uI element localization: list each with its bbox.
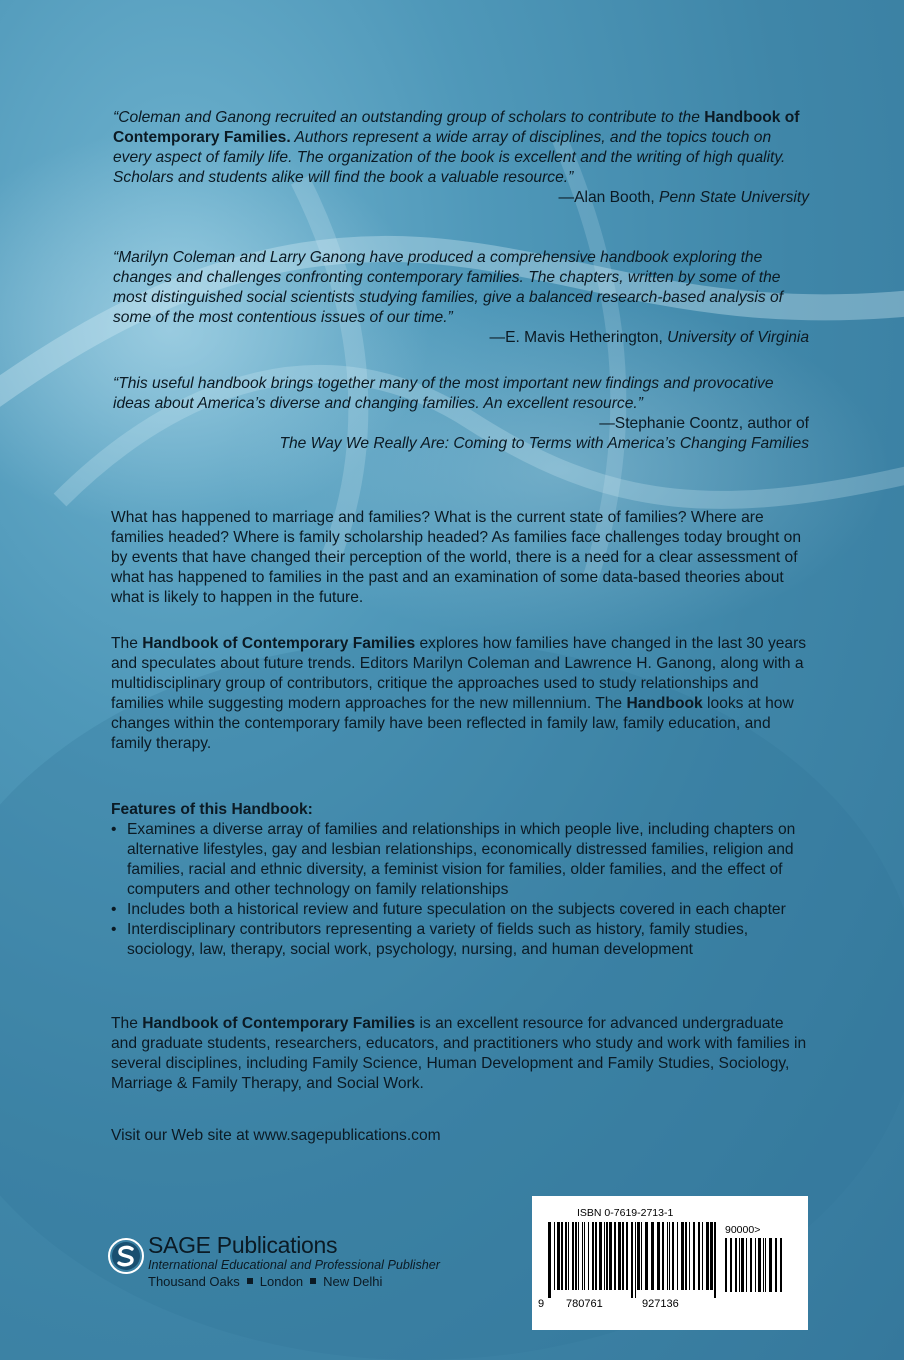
coontz-book-title: The Way We Really Are: Coming to Terms with America’s Changing Families	[279, 435, 809, 452]
quote-coontz	[113, 374, 809, 454]
feature-item: • Includes both a historical review and future speculation on the subjects covered in each chapter	[111, 900, 811, 920]
feature-item: • Examines a diverse array of families and relationships in which people live, including chapters on alternative lifestyles, gay and lesbian relationships, economically distressed families, religion and families, racial and ethnic diversity, a feminist vision for families, older families, and the effect of computers and other technology on family relationships	[111, 820, 811, 900]
publisher-tagline: International Educational and Professional Publisher	[148, 1258, 440, 1272]
quote-booth-text	[113, 108, 809, 188]
city-label: London	[259, 1274, 304, 1289]
isbn-barcode	[532, 1196, 808, 1330]
attribution-name: —E. Mavis Hetherington,	[489, 329, 668, 346]
attribution-name: —Alan Booth,	[558, 189, 660, 206]
city-separator	[310, 1278, 316, 1284]
quote-hetherington-text: “Marilyn Coleman and Larry Ganong have produced a comprehensive handbook exploring the changes and challenges confronting contemporary families. The chapters, written by some of the most distinguished social scientists studying families, give a balanced research-based analysis of some of the most contentious issues of our time.”	[113, 249, 784, 326]
quote-booth-attribution	[113, 188, 809, 208]
quote-hetherington-attribution	[113, 328, 809, 348]
features-section	[111, 800, 811, 960]
features-title: Features of this Handbook:	[111, 801, 313, 818]
audience-text-1: The	[111, 1015, 143, 1032]
feature-item: • Interdisciplinary contributors representing a variety of fields such as history, family studies, sociology, law, therapy, social work, psychology, nursing, and human development	[111, 920, 811, 960]
intro-paragraph: What has happened to marriage and families? What is the current state of families? Where are families headed? Where is family scholarship headed? As families face challenges today brought on by events that have changed their perception of the world, there is a need for a clear assessment of what has happened to families in the past and an examination of some data-based theories about what is likely to happen in the future.	[111, 509, 801, 606]
attribution-affiliation: University of Virginia	[667, 329, 809, 346]
quote-booth	[113, 108, 809, 208]
city-separator	[247, 1278, 253, 1284]
quote-coontz-attribution: —Stephanie Coontz, author of	[599, 415, 809, 432]
barcode-digit-lead: 9	[538, 1298, 545, 1310]
quote-coontz-book	[113, 434, 809, 454]
audience-paragraph	[111, 1014, 811, 1094]
publisher-block	[108, 1232, 508, 1292]
quote-coontz-text: “This useful handbook brings together many of the most important new findings and provocative ideas about America’s diverse and changing families. An excellent resource.”	[113, 375, 774, 412]
quote-hetherington	[113, 248, 809, 348]
isbn-number: ISBN 0-7619-2713-1	[577, 1207, 674, 1219]
ean-barcode-bars	[548, 1222, 718, 1298]
city-label: Thousand Oaks	[148, 1274, 240, 1289]
description-paragraph	[111, 634, 811, 754]
price-code: 90000>	[725, 1224, 761, 1236]
addon-barcode-bars	[725, 1238, 787, 1300]
desc-text-3: looks at how changes within the contemporary family have been reflected in family law, family education, and family therapy.	[111, 695, 794, 752]
publisher-name: SAGE Publications	[148, 1232, 338, 1258]
audience-book-title: Handbook of Contemporary Families	[142, 1015, 416, 1032]
barcode-digit-group2: 927136	[642, 1298, 679, 1310]
quote-booth-text-pre: “Coleman and Ganong recruited an outstanding group of scholars to contribute to the	[113, 109, 705, 126]
website-line: Visit our Web site at www.sagepublications.com	[111, 1127, 441, 1144]
sage-s-logo-icon	[108, 1238, 144, 1274]
features-list	[111, 820, 811, 960]
desc-book-title: Handbook of Contemporary Families	[142, 635, 416, 652]
desc-text-2: explores how families have changed in the last 30 years and speculates about future trends. Editors Marilyn Coleman and Lawrence H. Ganong, along with a multidisciplinary group of contributors, critique the approaches used to study relationships and families while suggesting modern approaches for the new millennium. The	[111, 635, 807, 712]
desc-handbook: Handbook	[626, 695, 703, 712]
quote-booth-book-title: Handbook of Contemporary Families.	[113, 109, 800, 146]
publisher-cities	[148, 1274, 382, 1289]
audience-text-2: is an excellent resource for advanced undergraduate and graduate students, researchers, educators, and practitioners who study and work with families in several disciplines, including Family Science, Human Development and Family Studies, Sociology, Marriage & Family Therapy, and Social Work.	[111, 1015, 807, 1092]
quote-booth-text-post: Authors represent a wide array of disciplines, and the topics touch on every aspect of family life. The organization of the book is excellent and the writing of high quality. Scholars and students alike will find the book a valuable resource.”	[113, 129, 786, 186]
city-label: New Delhi	[323, 1274, 383, 1289]
barcode-digit-group1: 780761	[566, 1298, 603, 1310]
attribution-affiliation: Penn State University	[659, 189, 809, 206]
desc-text-1: The	[111, 635, 143, 652]
